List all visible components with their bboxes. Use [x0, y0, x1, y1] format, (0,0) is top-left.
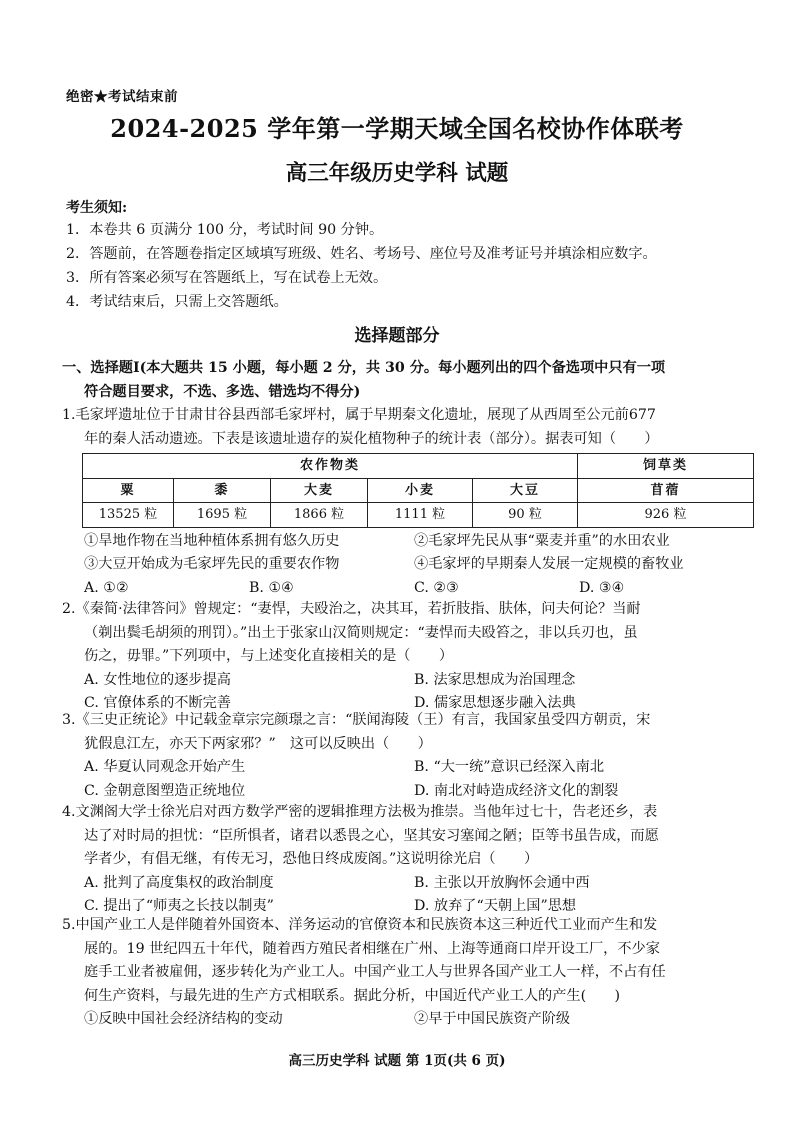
table-cell: 1866 粒	[271, 503, 368, 528]
question-text: 年的秦人活动遗迹。下表是该遗址遗存的炭化植物种子的统计表（部分）。据表可知（ ）	[84, 430, 659, 447]
question-text: 伤之，毋罪。”下列项中，与上述变化直接相关的是（ ）	[84, 648, 454, 664]
option-row	[62, 577, 762, 601]
note-item: 3．所有答案必须写在答题纸上，写在试卷上无效。	[66, 270, 388, 287]
question-text: 5.中国产业工人是伴随着外国资本、洋务运动的官僚资本和民族资本这三种近代工业而产生和发	[62, 917, 658, 933]
option-c: C. 提出了“师夷之长技以制夷”	[84, 898, 274, 914]
page-footer: 高三历史学科 试题 第 1页(共 6 页)	[288, 1053, 506, 1069]
option-row	[62, 756, 762, 780]
table-header-cell: 大豆	[473, 478, 578, 503]
statement-row	[62, 1008, 762, 1032]
statement: ②早于中国民族资产阶级	[414, 1011, 571, 1027]
candidate-notes	[66, 198, 756, 314]
question-1	[62, 404, 762, 600]
notes-title: 考生须知:	[66, 200, 128, 216]
option-a: A. 批判了高度集权的政治制度	[84, 874, 274, 891]
question-2	[62, 598, 762, 716]
question-text: 展的。19 世纪四五十年代，随着西方殖民者相继在广州、上海等通商口岸开设工厂，不少家	[84, 940, 660, 957]
note-item: 1．本卷共 6 页满分 100 分，考试时间 90 分钟。	[66, 222, 384, 239]
table-header-cell: 粟	[83, 478, 174, 503]
question-text: 学者少，有倡无继，有传无习，恐他日终成废阁。”这说明徐光启（ ）	[84, 851, 539, 867]
statement-row	[62, 530, 762, 554]
option-row	[62, 872, 762, 896]
statement: ④毛家坪的早期秦人发展一定规模的畜牧业	[414, 556, 684, 572]
option-c: C. 官僚体系的不断完善	[84, 695, 232, 711]
option-d: D. 南北对峙造成经济文化的割裂	[414, 782, 619, 799]
section-title: 选择题部分	[354, 326, 440, 346]
table-header-cell: 苜蓿	[578, 478, 754, 503]
question-text: 1.毛家坪遗址位于甘肃甘谷县西部毛家坪村，属于早期秦文化遗址，展现了从西周至公元前677	[62, 407, 656, 423]
option-b: B. 法家思想成为治国理念	[414, 671, 576, 688]
part-instructions	[62, 356, 762, 404]
question-text: 4.文渊阁大学士徐光启对西方数学严密的逻辑推理方法极为推崇。当他年过七十，告老还乡，表	[62, 804, 658, 820]
option-a: A. 女性地位的逐步提高	[84, 671, 231, 688]
exam-title: 2024-2025 学年第一学期天域全国名校协作体联考	[110, 114, 684, 143]
table-cell: 1111 粒	[368, 503, 473, 528]
table-group-header: 农作物类	[83, 454, 578, 479]
statement: ①旱地作物在当地种植体系拥有悠久历史	[84, 532, 340, 549]
question-5	[62, 914, 762, 1032]
option-row	[62, 669, 762, 693]
option-a: A. ①②	[84, 579, 129, 596]
option-b: B. ①④	[249, 579, 294, 596]
table-cell: 926 粒	[578, 503, 754, 528]
statement: ③大豆开始成为毛家坪先民的重要农作物	[84, 556, 340, 572]
part-instructions-line: 符合题目要求，不选、多选、错选均不得分)	[84, 384, 361, 400]
option-d: D. 儒家思想逐步融入法典	[414, 695, 576, 711]
note-item: 4．考试结束后，只需上交答题纸。	[66, 294, 288, 311]
table-header-cell: 大麦	[271, 478, 368, 503]
confidential-label: 绝密★考试结束前	[66, 89, 178, 105]
exam-subtitle: 高三年级历史学科 试题	[285, 161, 509, 186]
option-c: C. 金朝意图塑造正统地位	[84, 782, 246, 799]
option-c: C. ②③	[414, 579, 459, 596]
part-instructions-line: 一、选择题Ⅰ(本大题共 15 小题，每小题 2 分，共 30 分。每小题列出的四个备选项中只有一项	[62, 360, 666, 376]
table-group-header: 饲草类	[578, 454, 754, 479]
question-text: 何生产资料，与最先进的生产方式相联系。据此分析，中国近代产业工人的产生( )	[84, 987, 621, 1004]
option-b: B. 主张以开放胸怀会通中西	[414, 874, 590, 891]
option-a: A. 华夏认同观念开始产生	[84, 759, 246, 775]
table-header-cell: 黍	[174, 478, 271, 503]
question-3	[62, 709, 762, 803]
question-text: 达了对时局的担忧：“臣所惧者，诸君以悉畏之心，坚其安习塞闻之陋；臣等书虽告成，而愿	[84, 827, 659, 844]
question-text: 犹假息江左，亦天下两家邪？” 这可以反映出（ ）	[84, 735, 432, 752]
question-4	[62, 801, 762, 919]
statement-row	[62, 553, 762, 577]
table-cell: 1695 粒	[174, 503, 271, 528]
option-d: D. ③④	[579, 579, 625, 596]
statement: ②毛家坪先民从事“粟麦并重”的水田农业	[414, 532, 670, 549]
table-cell: 90 粒	[473, 503, 578, 528]
table-header-cell: 小麦	[368, 478, 473, 503]
option-b: B. “大一统”意识已经深入南北	[414, 759, 605, 775]
note-item: 2．答题前，在答题卷指定区域填写班级、姓名、考场号、座位号及准考证号并填涂相应数字。	[66, 246, 657, 263]
table-cell: 13525 粒	[83, 503, 174, 528]
statement: ①反映中国社会经济结构的变动	[84, 1011, 283, 1027]
question-text: （剃出鬓毛胡须的刑罚）。”出土于张家山汉简则规定：“妻悍而夫殴笞之，非以兵刃也，虽	[84, 624, 638, 641]
option-d: D. 放弃了“天朝上国”思想	[414, 898, 577, 914]
question-text: 3.《三史正统论》中记载金章宗完颜璟之言：“朕闻海陵（王）有言，我国家虽受四方朝贡，宋	[62, 712, 651, 728]
seed-statistics-table	[82, 453, 754, 528]
question-text: 庭手工业者被雇佣，逐步转化为产业工人。中国产业工人与世界各国产业工人一样，不占有任	[84, 964, 666, 980]
question-text: 2.《秦简·法律答问》曾规定：“妻悍，夫殴治之，决其耳，若折肢指、肤体，问夫何论？当耐	[62, 601, 641, 617]
option-row	[62, 780, 762, 804]
